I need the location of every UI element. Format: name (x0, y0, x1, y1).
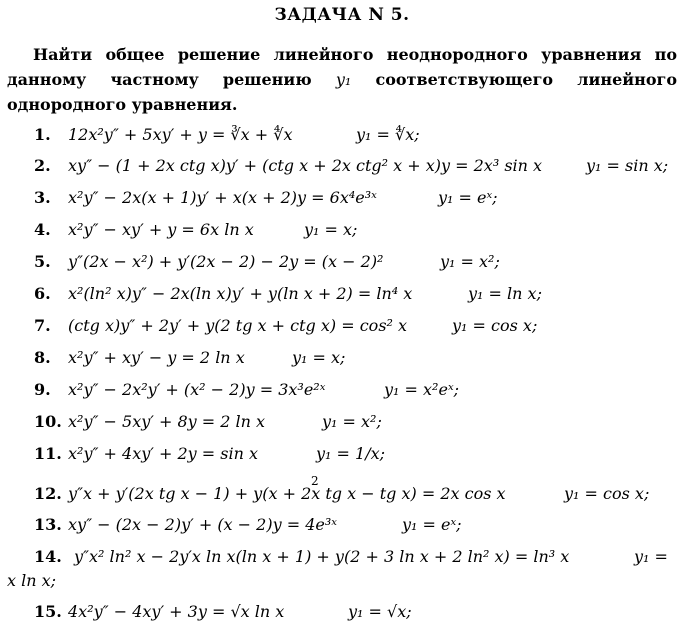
problem-row (34, 377, 325, 403)
problem-equation: xy″ − (1 + 2x ctg x)y′ + (ctg x + 2x ctg² x + x)y = 2x³ sin x (68, 156, 543, 175)
problem-number: 13. (34, 515, 62, 534)
problem-equation: 4x²y″ − 4xy′ + 3y = √x ln x (68, 602, 285, 621)
problem-row (34, 599, 284, 625)
problem-equation: 12x²y″ + 5xy′ + y = ∛x + ∜x (68, 125, 293, 144)
problem-equation: x²y″ − 5xy′ + 8y = 2 ln x (68, 412, 266, 431)
problem-row (34, 185, 377, 211)
problem-equation: y″x + y′(2x tg x − 1) + y(x + 2x tg x − tg x) = 2x cos x (68, 484, 506, 503)
problem-equation: y″(2x − x²) + y′(2x − 2) − 2y = (x − 2)² (68, 252, 384, 271)
statement-text-start: Найти общее решение линейного неоднородного уравнения по данному частному решению (7, 45, 677, 89)
problem-number: 5. (34, 252, 51, 271)
particular-solution: y₁ = sin x; (586, 156, 669, 175)
problem-number: 1. (34, 125, 51, 144)
problem-row (34, 217, 254, 243)
problem-number: 15. (34, 602, 62, 621)
problem-number: 12. (34, 484, 62, 503)
problem-number: 6. (34, 284, 51, 303)
problem-number: 10. (34, 412, 62, 431)
particular-solution: y₁ = √x; (348, 602, 412, 621)
solution-continuation: x ln x; (7, 571, 57, 590)
problem-number: 9. (34, 380, 51, 399)
problem-row (34, 281, 412, 307)
particular-solution: y₁ = ∜x; (356, 125, 420, 144)
problem-row (34, 345, 245, 371)
particular-solution: y₁ = x; (304, 220, 358, 239)
problem-equation: y″x² ln² x − 2y′x ln x(ln x + 1) + y(2 + 3 ln x + 2 ln² x) = ln³ x (74, 547, 570, 566)
particular-solution: y₁ = 1/x; (316, 444, 386, 463)
problem-number: 3. (34, 188, 51, 207)
statement-y1: y₁ (335, 70, 352, 89)
problem-equation: x²y″ − 2x(x + 1)y′ + x(x + 2)y = 6x⁴e³ˣ (68, 188, 377, 207)
problem-row (34, 409, 265, 435)
particular-solution: y₁ = x; (292, 348, 346, 367)
particular-solution: y₁ = x²; (322, 412, 382, 431)
problem-row (34, 441, 258, 467)
problem-row (34, 153, 542, 179)
particular-solution: y₁ = cos x; (452, 316, 538, 335)
problem-equation: xy″ − (2x − 2)y′ + (x − 2)y = 4e³ˣ (68, 515, 337, 534)
problem-number: 8. (34, 348, 51, 367)
particular-solution: y₁ = eˣ; (438, 188, 498, 207)
problem-row (34, 122, 292, 148)
problem-equation: x²y″ + xy′ − y = 2 ln x (68, 348, 245, 367)
problem-number: 11. (34, 444, 62, 463)
problem-equation: x²y″ − 2x²y′ + (x² − 2)y = 3x³e²ˣ (68, 380, 326, 399)
superscript-mark: 2 (311, 474, 319, 488)
particular-solution: y₁ = ln x; (468, 284, 542, 303)
particular-solution: y₁ = x²; (440, 252, 500, 271)
problem-row (34, 249, 383, 275)
problem-equation: x²(ln² x)y″ − 2x(ln x)y′ + y(ln x + 2) = ln⁴ x (68, 284, 413, 303)
problem-row (34, 512, 337, 538)
problem-row (34, 481, 506, 507)
problem-number: 2. (34, 156, 51, 175)
problem-equation: x²y″ − xy′ + y = 6x ln x (68, 220, 254, 239)
problem-row (34, 313, 407, 339)
problem-statement (7, 42, 677, 117)
particular-solution: y₁ = x²eˣ; (384, 380, 460, 399)
particular-solution: y₁ = (634, 547, 668, 566)
problem-equation: (ctg x)y″ + 2y′ + y(2 tg x + ctg x) = cos² x (68, 316, 408, 335)
problem-equation: x²y″ + 4xy′ + 2y = sin x (68, 444, 259, 463)
particular-solution: y₁ = cos x; (564, 484, 650, 503)
page-title: ЗАДАЧА N 5. (274, 5, 410, 25)
problem-number: 4. (34, 220, 51, 239)
statement-text-end: соответствующего линейного однородного уравнения. (7, 70, 677, 114)
particular-solution: y₁ = eˣ; (402, 515, 462, 534)
problem-row (34, 544, 569, 570)
problem-number: 7. (34, 316, 51, 335)
problem-number: 14. (34, 547, 62, 566)
